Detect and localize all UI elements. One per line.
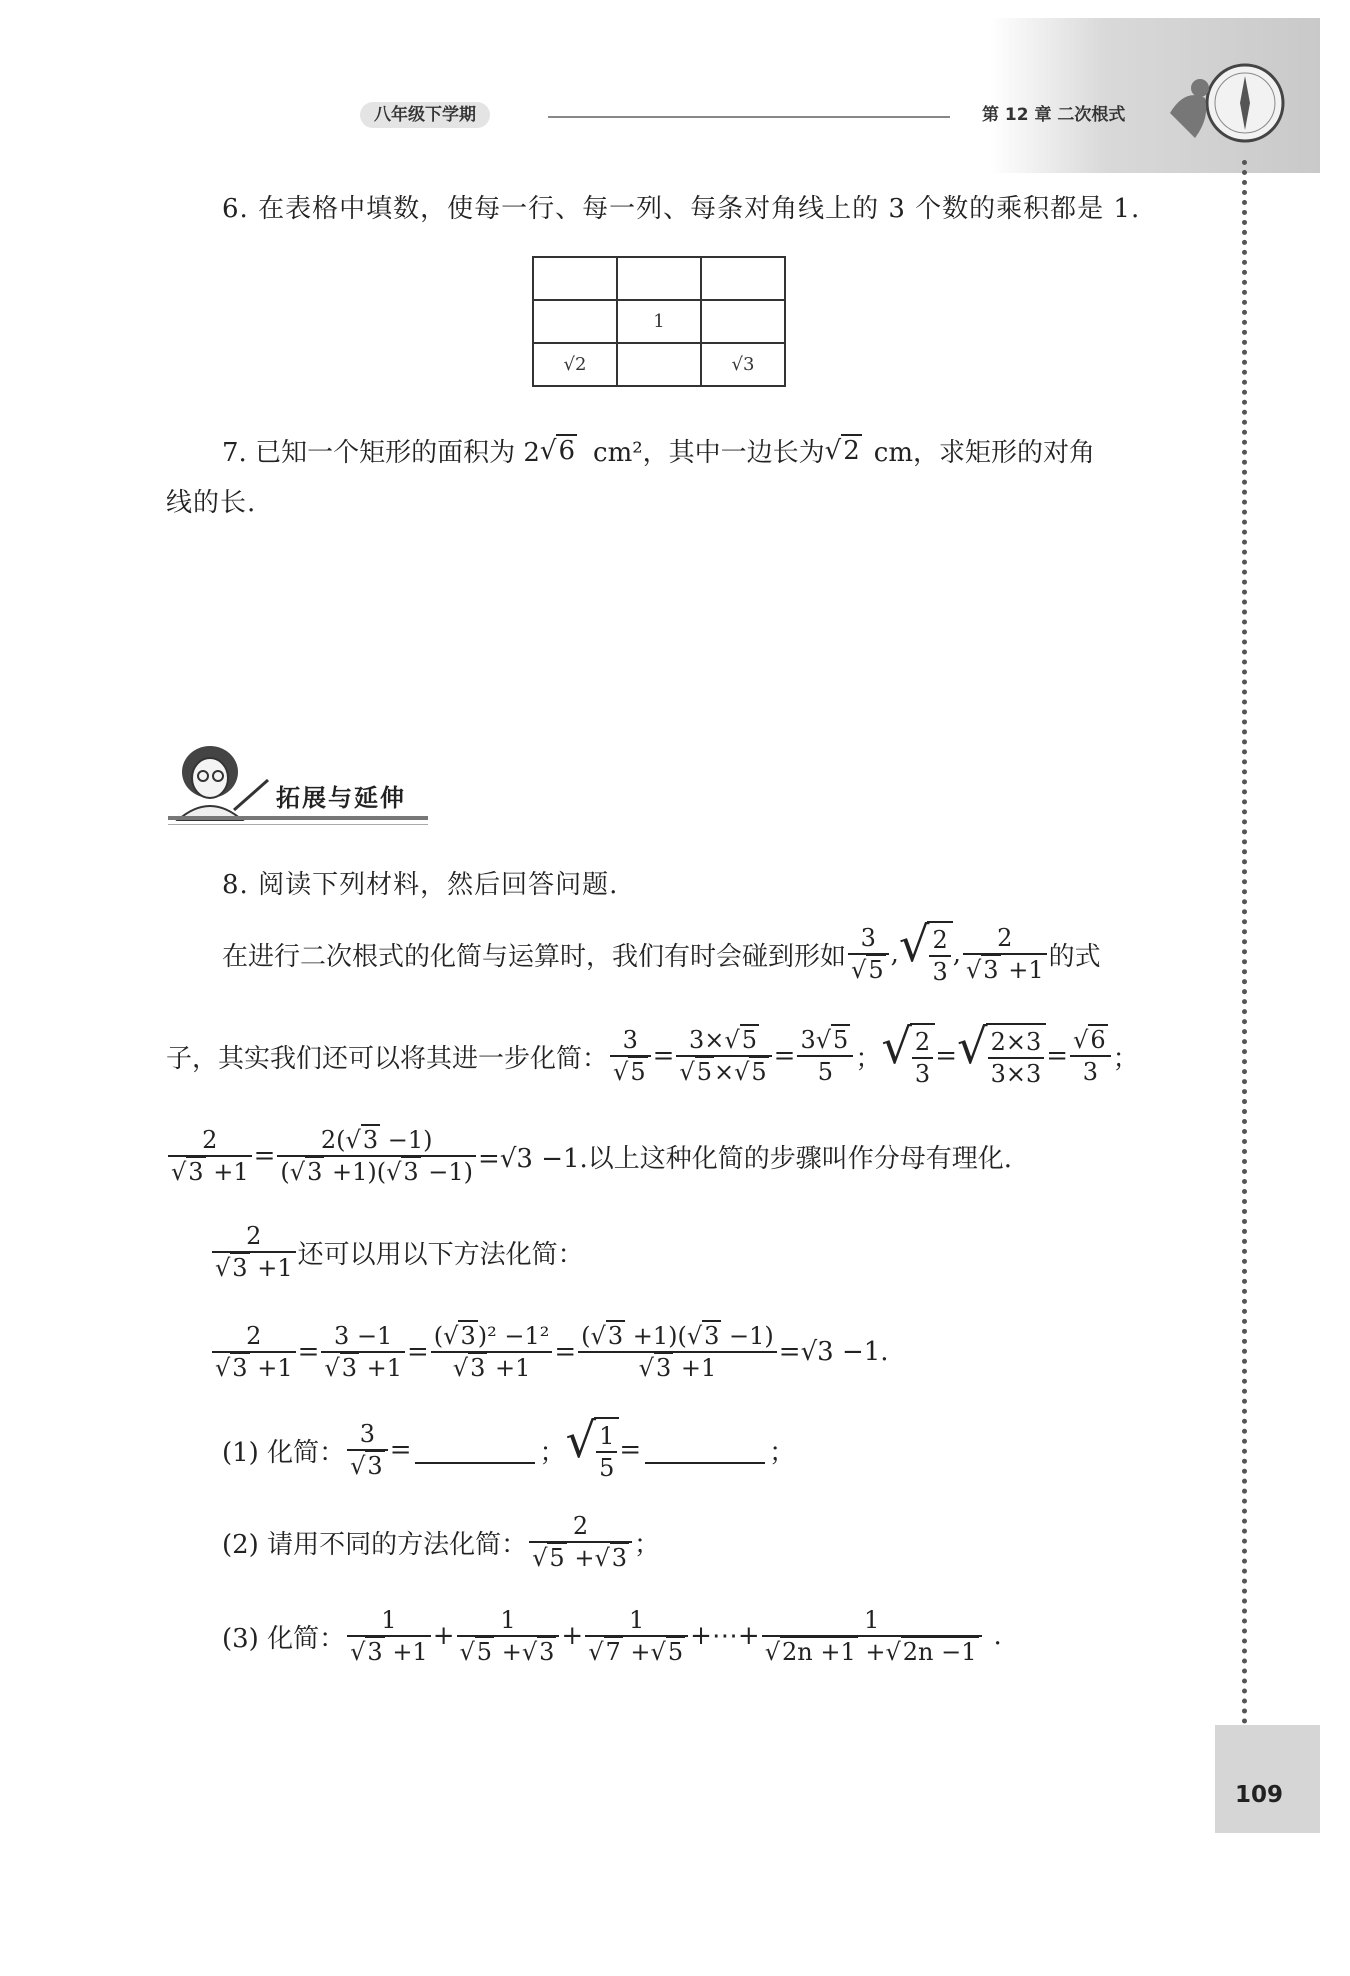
table-cell (617, 343, 701, 386)
table-row (533, 300, 785, 343)
question-8-intro: 8. 阅读下列材料，然后回答问题. (222, 870, 619, 900)
teacher-illustration (168, 740, 273, 825)
table-cell: √3 (701, 343, 785, 386)
answer-blank[interactable] (415, 1436, 535, 1464)
header-grade: 八年级下学期 (360, 102, 490, 128)
page-number-tab (1215, 1725, 1320, 1833)
q8-para5-end: =√3 −1. (778, 1337, 889, 1367)
section-rule (168, 816, 428, 820)
q8-paragraph-1: 在进行二次根式的化简与运算时，我们有时会碰到形如 $\frac{3}{√5}$ , √ $\frac{2}{3}$ , $\frac{2}{√3 +1}$ 的式 (222, 917, 1101, 986)
q8-sub-1: (1) 化简： $\frac{3}{√3}$ = ； √ $\frac{1}{5}$ = ； (222, 1413, 796, 1482)
q8-para2-text: 子，其实我们还可以将其进一步化简： (166, 1043, 609, 1074)
sub1-label: (1) 化简： (222, 1437, 346, 1468)
table-cell (617, 257, 701, 300)
q8-sub-3: (3) 化简： $\frac{1}{√3 +1}$ + $\frac{1}{√5 +√3}$ + $\frac{1}{√7 +√5}$ +⋯+ $\frac{1}{√2n +1 +√2n -1}$ . (222, 1606, 1002, 1666)
table-row (533, 257, 785, 300)
q8-sub-2: (2) 请用不同的方法化简： $\frac{2}{√5 +√3}$ ； (222, 1512, 661, 1572)
radical: √ $\frac{2}{3}$ (899, 921, 953, 987)
page-number: 109 (1235, 1782, 1284, 1808)
table-cell: √2 (533, 343, 617, 386)
section-title: 拓展与延伸 (276, 784, 406, 812)
sub3-dots: +⋯+ (690, 1621, 760, 1651)
margin-dotted-line (1242, 160, 1247, 1725)
sub2-label: (2) 请用不同的方法化简： (222, 1529, 528, 1560)
q8-para3-end: =√3 −1.以上这种化简的步骤叫作分母有理化. (478, 1143, 1013, 1174)
header-rule (548, 116, 950, 118)
table-cell (701, 300, 785, 343)
question-7-line-1 (222, 432, 1095, 469)
q8-para4-end: 还可以用以下方法化简： (297, 1239, 584, 1270)
compass-runner-icon (1150, 58, 1300, 158)
q7-text-c: cm，求矩形的对角 (873, 438, 1095, 468)
header-chapter: 第 12 章 二次根式 (982, 105, 1126, 125)
table-cell (533, 300, 617, 343)
fraction: $\frac{3}{√5}$ (848, 923, 889, 985)
q8-paragraph-5: $\frac{2}{√3 +1}$ = $\frac{3 -1}{√3 +1}$ = $\frac{\text{(√3)² −1²}}{√3 +1}$ = $\frac{(√3 +1)(√3 -1)}{√3 +1}$ =√3 −1. (210, 1316, 889, 1388)
table-cell (701, 257, 785, 300)
q8-paragraph-3: $\frac{2}{√3 +1}$ = $\frac{2(√3 -1)}{(√3 +1)(√3 -1)}$ =√3 −1.以上这种化简的步骤叫作分母有理化. (166, 1120, 1012, 1192)
q8-para1-end: 的式 (1048, 941, 1101, 972)
section-rule-thin (168, 824, 428, 825)
q8-para1-text: 在进行二次根式的化简与运算时，我们有时会碰到形如 (222, 941, 847, 972)
question-7-line-2: 线的长. (166, 488, 257, 518)
answer-blank[interactable] (645, 1436, 765, 1464)
table-row (533, 343, 785, 386)
question-6-table (532, 256, 786, 387)
q7-text-a: 7. 已知一个矩形的面积为 2 (222, 438, 540, 468)
q7-text-b: cm²，其中一边长为 (593, 438, 825, 468)
sub3-label: (3) 化简： (222, 1623, 346, 1654)
question-6-text: 6. 在表格中填数，使每一行、每一列、每条对角线上的 3 个数的乘积都是 1. (222, 194, 1141, 224)
q7-side-root: √2 (824, 435, 860, 466)
fraction: $\frac{2}{√3 +1}$ (963, 923, 1047, 985)
q8-paragraph-2: 子，其实我们还可以将其进一步化简： $\frac{3}{√5}$ = $\frac{3\times√5}{√5\times√5}$ = $\frac{3√5}{5}$ ； √ $\frac{2}{3}$ = √ $\frac{2\times 3}{3\times 3}$ = $\frac{√6}{3}$ ； (166, 1019, 1139, 1088)
q8-paragraph-4: $\frac{2}{√3 +1}$ 还可以用以下方法化简： (210, 1216, 584, 1288)
table-cell: 1 (617, 300, 701, 343)
table-cell (533, 257, 617, 300)
q7-area-root: √6 (539, 435, 576, 466)
